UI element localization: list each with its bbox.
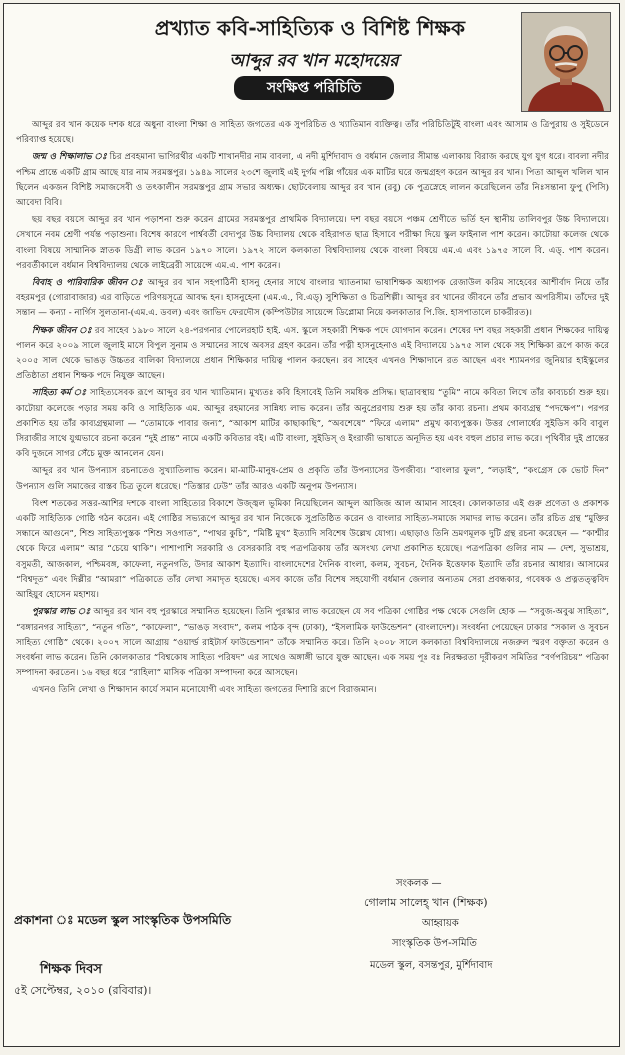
date-line: ৫ই সেপ্টেম্বর, ২০১০ (রবিবার)। xyxy=(14,984,152,997)
section-heading: পুরস্কার লাভ ঃ xyxy=(32,607,91,618)
paragraph-teaching: শিক্ষক জীবন ঃ রব সাহেব ১৯৮০ সালে ২৪-পরগনার পোলেরহাট হাই. এস. স্কুলে সহকারী শিক্ষক পদে যোগদান করেন। শেষের দশ বছর সহকারী প্রধান শিক্ষকের দায়িত্ব পালন করে ২০০৯ সালে জুলাই মাসে বিপুল সুনাম ও সম্মানের সাথে অবসর গ্রহণ করেন। তাঁর পত্নী হাসনুহেনাও এই বিদ্যালয়ে ১৯৭৫ সাল থেকে সহ শিক্ষিকা রূপে কাজ করে ২০০৫ সাল থেকে ভাঙড় উচ্চতর বালিকা বিদ্যালয়ে প্রধান শিক্ষিকার দায়িত্ব পালন করছেন। রব সাহেব এখনও শিক্ষাদানে রত আছেন এবং শ্যামনগর জুনিয়ার হাইস্কুলের প্রতিষ্ঠাতা প্রধান শিক্ষক পদে নিযুক্ত আছেন। xyxy=(16,325,609,382)
paragraph-closing: এখনও তিনি লেখা ও শিক্ষাদান কার্যে সমান মনোযোগী এবং সাহিত্য জগতের দিশারি রূপে বিরাজমান। xyxy=(32,685,377,696)
leaflet xyxy=(3,3,620,1047)
paragraph-awards: পুরস্কার লাভ ঃ আব্দুর রব খান বহু পুরস্কারে সম্মানিত হয়েছেন। তিনি পুরস্কার লাভ করেছেন যে সব পত্রিকা গোষ্ঠির পক্ষ থেকে সেগুলি হোক — “সবুজ-অবুঝ সাহিত্য”, “বঙ্গারনগর সাহিত্য”, “নতুন গতি”, “কাফেলা”, “ভাঙড় সংবাদ”, কলম পাঠক বৃন্দ (ঢাকা), “ইসলামিক ফাউন্ডেশন” (বাংলাদেশ)। সংবর্ধনা পেয়েছেন ঢাকার “সকাল ও সুবচন সাহিত্য গোষ্ঠি” থেকে। ২০০৭ সালে আগ্রায় “ওয়ার্ল্ড রাইটার্স ফাউন্ডেশান” তাঁকে সম্মানিত করে। তিনি ২০০৮ সালে কলকাতা বিশ্ববিদ্যালয়ে নজরুল স্মরণ বক্তৃতা করেন ও সংবর্ধনা লাভ করেন। তিনি কোলকাতার “বিশ্বকোষ সাহিত্য পরিষদ” এর সাথেও অঙ্গাঙ্গী ভাবে যুক্ত আছেন। এক সময় পূঃ বঃ নিরক্ষরতা দূরীকরণ সমিতির “বর্ণপরিচয়” পত্রিকা সম্পাদনা করতেন। ১৬ বছর ধরে “রাহিলা” মাসিক পত্রিকা সম্পাদনা করে আসছেন। xyxy=(16,607,609,679)
page-title: প্রখ্যাত কবি-সাহিত্যিক ও বিশিষ্ট শিক্ষক xyxy=(154,16,466,40)
convener-organization: সাংস্কৃতিক উপ-সমিতি xyxy=(392,938,477,949)
portrait-image xyxy=(522,13,610,111)
paragraph-intro: আব্দুর রব খান কয়েক দশক ধরে অধুনা বাংলা শিক্ষা ও সাহিত্য জগতের এক সুপরিচিত ও খ্যাতিমান ব্যক্তিত্ব। তাঁর পরিচিতিটুই বাংলা এবং আসাম ও ত্রিপুরায় ও সুইডেনে পরিব্যাপ্ত হয়েছে। xyxy=(16,120,609,146)
section-heading: শিক্ষক জীবন ঃ xyxy=(32,325,92,336)
compiler-label: সংকলক — xyxy=(396,878,442,889)
biography-body xyxy=(16,118,609,870)
paragraph-novels: আব্দুর রব খান উপন্যাস রচনাতেও সুখ্যাতিলাভ করেন। মা-মাটি-মানুষ-প্রেম ও প্রকৃতি তাঁর উপন্যাসের উপজীব্য। “বাংলার ফুল”, “লড়াই”, “কংগ্রেস কে ভোট দিন” উপন্যাস গুলি সমাজের বাস্তব চিত্র তুলে ধরেছে। “তিস্তার ঢেউ” তাঁর আরও একটি অনুপম উপন্যাস। xyxy=(16,466,609,492)
header xyxy=(4,4,619,112)
section-badge: সংক্ষিপ্ত পরিচিতি xyxy=(234,76,394,100)
publisher-line: প্রকাশনা ঃ মডেল স্কুল সাংস্কৃতিক উপসমিতি xyxy=(14,913,232,927)
compiler-name: গোলাম সালেহ্‌ খান (শিক্ষক) xyxy=(364,896,488,909)
subtitle: আব্দুর রব খান মহোদয়ের xyxy=(229,51,399,71)
section-heading: জন্ম ও শিক্ষালাভ ঃ xyxy=(32,152,107,163)
section-heading: বিবাহ ও পারিবারিক জীবন ঃ xyxy=(32,278,144,289)
convener-address: মডেল স্কুল, বসন্তপুর, মুর্শিদাবাদ xyxy=(370,960,493,971)
section-heading: সাহিত্য কর্ম ঃ xyxy=(32,388,87,399)
footer xyxy=(4,876,619,1044)
occasion-name: শিক্ষক দিবস xyxy=(40,962,102,977)
paragraph-birth-education: জন্ম ও শিক্ষালাভ ঃ চির প্রবহমানা ভাগিরথীর একটি শাখানদীর নাম বাবলা, এ নদী মুর্শিদাবাদ ও বর্ধমান জেলার সীমান্ত এলাকায় বিরাজ করছে যুগ যুগ ধরে। বাবলা নদীর পশ্চিম প্রান্তে একটি গ্রাম আছে যার নাম সরমস্তপুর। ১৯৪৯ সালের ২৩শে জুলাই এই দুর্গম পল্লি গাঁয়ের এক মাটির ঘরে জন্মগ্রহণ করেন আব্দুর রব খান। পিতা আব্দুল খলিল খান ছিলেন একজন বিশিষ্ট সমাজসেবী ও তৎকালীন সরমস্তপুর গ্রাম সভার অধ্যক্ষ। ছোটবেলায় আব্দুর রব খান (রবু) কে পুত্রস্নেহে লালন করেছিলেন তাঁর নিঃসন্তানা ফুপু (পিসি) আবেদা বিবি। xyxy=(16,152,609,209)
paragraph-schooling: ছয় বছর বয়সে আব্দুর রব খান পড়াশনা শুরু করেন গ্রামের সরমস্তপুর প্রাথমিক বিদ্যালয়ে। দশ বছর বয়সে পঞ্চম শ্রেণীতে ভর্তি হন স্থানীয় তালিবপুর উচ্চ বিদ্যালয়ে। সেখানে নবম শ্রেণী পর্যন্ত পড়াশুনা। বিশেষ কারণে পার্শ্ববর্তী বেদ্যপুর উচ্চ বিদ্যালয় থেকে বহিরাগত ছাত্র হিসাবে পরীক্ষা দিয়ে স্কুল ফাইনাল পাশ করেন। কাটোয়া কলেজ থেকে বাংলা বিষয়ে সাম্মানিক স্নাতক ডিগ্রী লাভ করেন ১৯৭০ সালে। ১৯৭২ সালে কলকাতা বিশ্ববিদ্যালয় থেকে বাংলা বিষয়ে এম.এ এবং ১৯৭৫ সালে বি. এড্‌. পাশ করেন। পরবর্তীকালে বর্ধমান বিশ্ববিদ্যালয় থেকে লাইব্রেরী সায়েন্সে এম.এ. পাশ করেন। xyxy=(16,215,609,271)
portrait-photo xyxy=(521,12,611,112)
convener-label: আহ্বায়ক xyxy=(422,918,459,929)
paragraph-literary-work: সাহিত্য কর্ম ঃ সাহিত্যসেবক রূপে আব্দুর রব খান খ্যাতিমান। মুখ্যতঃ কবি হিসাবেই তিনি সমধিক প্রসিদ্ধ। ছাত্রাবস্থায় “তুমি” নামে কবিতা লিখে তাঁর কাব্যচর্চা শুরু হয়। কাটোয়া কলেজে পড়ার সময় কবি ও সাহিত্যিক এম. আব্দুর রহমানের সান্নিধ্য লাভ করেন। তাঁর অনুপ্রেরণায় শুরু হয় তাঁর কাব্য রচনা। প্রথম কাব্যগ্রন্থ “পদক্ষেপ”। পরপর প্রকাশিত হয় তাঁর কাব্যগ্রন্থমালা — “তোমাকে পাবার জন্য”, “আকাশ মাটির কাছাকাছি”, “অবশেষে” “ফিরে এলাম” প্রমুখ কাব্যপুস্তক। উত্তর গোলার্ধের সুইডিস কবি বাবুল সিরাজীর সাথে যুগ্মভাবে রচনা করেন “দুই প্রান্ত” নামে একটি কবিতার বই। এটি বাংলা, সুইডিস্‌ ও ইংরাজী ভাষাতে অনূদিত হয় এবং বহুল প্রচার লাভ করে। পৃথিবীর দুই প্রান্তের কবি দুজনে সাগর সেঁচে মুক্ত আনলেন যেন। xyxy=(16,388,609,460)
paragraph-literary-circle: বিংশ শতকের সত্তর-আশির দশকে বাংলা সাহিত্যের বিকাশে উজ্জ্বল ভূমিকা নিয়েছিলেন আব্দুল আজিজ আল আমান সাহেব। কোলকাতার এই গুরু প্রণেতা ও প্রকাশক একটি সাহিত্যিক গোষ্ঠি গঠন করেন। এই গোষ্ঠির সভ্যরূপে আব্দুর রব খান নিজেকে সুপ্রতিষ্ঠিত করেন ও বাংলার সাহিত্য-সমাজে সমাদর লাভ করেন। তাঁর রচিত গ্রন্থ “মুক্তির সন্ধানে আগুনে”, শিশু সাহিত্যপুস্তক “শিশু সওগাত”, “পাথর কুচি”, “মিষ্টি মুখ” ইত্যাদি সবিশেষ উল্লেখ যোগ্য। এছাড়াও তিনি ভ্রমণমূলক দুটি গ্রন্থ রচনা করেছেন — “কাশ্মীর থেকে ফিরে এলাম” আর “চেয়ে থাকি”। পাশাপাশি সরকারি ও বেসরকারি বহু পত্রপত্রিকায় তাঁর অসংখ্য লেখা প্রকাশিত হয়েছে। পত্রপত্রিকা গুলির নাম — দেশ, সুভাশ্রয়, বসুমতী, আজকাল, পশ্চিমবঙ্গ, কাফেলা, নতুনগতি, উদার আকাশ ইত্যাদি। বাংলাদেশের দৈনিক বাংলা, কলম, সুবচন, দৈনিক ইত্তেফাক ইত্যাদি তাঁর রচনার আধার। আসামের “বিশ্বদূত” এবং দিল্লীর “আমরা” পত্রিকাতে তাঁর লেখা সমাদৃত হয়েছে। এসব কাজে তাঁর বিশেষ সহযোগী বর্ধমান জেলার অন্যতম সেরা প্রবন্ধকার, গবেষক ও প্রত্নতত্ত্ববিদ আহিয়ুব হোসেন মহাশয়। xyxy=(16,498,609,601)
paragraph-family: বিবাহ ও পারিবারিক জীবন ঃ আব্দুর রব খান সহপাঠিনী হাসনু হেনার সাথে বাংলার খ্যাতনামা ভাষাশিক্ষক অধ্যাপক রেজাউল করিম সাহেবের আশীর্বাদ নিয়ে তাঁর বহরমপুর (গোরাবাজার) এর বাড়িতে পরিণয়সূত্রে আবদ্ধ হন। হাসনুহেনা (এম.এ., বি.এড্‌) সুশিক্ষিতা ও চিত্রশিল্পী। আব্দুর রব খানের জীবনে তাঁর প্রভাব অপরিসীম। তাঁদের দুই সন্তান — কন্যা - নার্গিস সুলতানা-(এম.এ. ডবল) এবং জাভিদ ফেরদৌস (কম্পিউটার সায়েন্সে ডিপ্লোমা নিয়ে কলকাতার পি.জি. হাসপাতালে চাকরীরত)। xyxy=(16,278,609,319)
